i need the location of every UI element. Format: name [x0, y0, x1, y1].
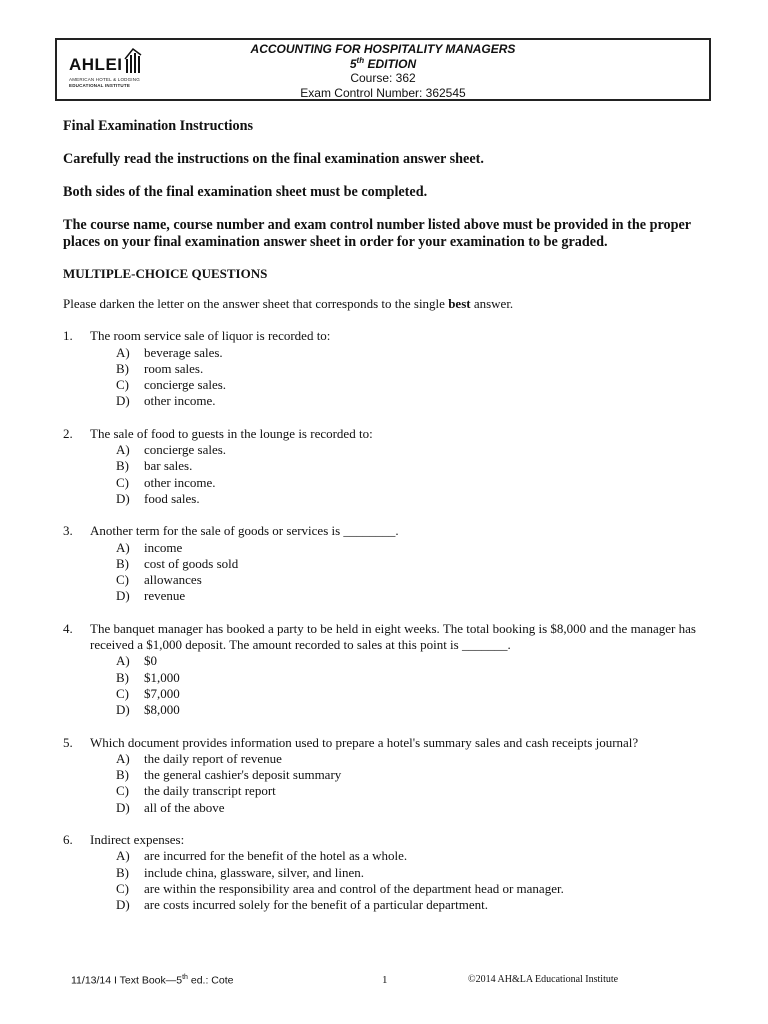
option-letter: D)	[116, 588, 130, 604]
question-number: 2.	[63, 425, 73, 441]
answer-option	[116, 442, 713, 458]
question-6	[63, 832, 713, 913]
question-number: 1.	[63, 328, 73, 344]
question-2	[63, 426, 713, 507]
option-text: $7,000	[144, 685, 180, 701]
answer-option	[116, 393, 713, 409]
question-text: The banquet manager has booked a party to be held in eight weeks. The total booking is $8,000 and the manager has received a $1,000 deposit. The amount recorded to sales at this point is _______.	[90, 620, 696, 653]
answer-option	[116, 800, 713, 816]
option-text: $8,000	[144, 702, 180, 718]
option-text: income	[144, 539, 183, 555]
answer-option	[116, 702, 713, 718]
answer-option	[116, 458, 713, 474]
option-text: include china, glassware, silver, and linen.	[144, 864, 365, 880]
option-text: other income.	[144, 474, 216, 490]
logo-subtitle-bold: EDUCATIONAL INSTITUTE	[69, 83, 131, 88]
answer-option	[116, 670, 713, 686]
answer-option	[116, 865, 713, 881]
copyright: ©2014 AH&LA Educational Institute	[468, 974, 619, 985]
option-text: the daily report of revenue	[144, 750, 282, 766]
question-1	[63, 328, 713, 409]
option-text: cost of goods sold	[144, 555, 239, 571]
question-3	[63, 523, 713, 604]
answer-option	[116, 540, 713, 556]
option-letter: D)	[116, 897, 130, 913]
book-title: ACCOUNTING FOR HOSPITALITY MANAGERS	[250, 42, 516, 56]
answer-option	[116, 653, 713, 669]
question-number: 6.	[63, 832, 73, 848]
question-4	[63, 621, 713, 719]
question-text: Indirect expenses:	[90, 832, 185, 848]
option-text: $1,000	[144, 669, 180, 685]
question-number: 4.	[63, 620, 73, 636]
option-letter: A)	[116, 848, 130, 864]
question-5	[63, 735, 713, 816]
option-letter: B)	[116, 767, 129, 783]
instructions-heading: Final Examination Instructions	[63, 118, 253, 134]
answer-option	[116, 588, 713, 604]
exam-control-number: Exam Control Number: 362545	[300, 85, 466, 100]
option-text: $0	[144, 653, 157, 669]
option-text: food sales.	[144, 490, 200, 506]
option-letter: B)	[116, 864, 129, 880]
option-letter: D)	[116, 702, 130, 718]
option-text: the daily transcript report	[144, 783, 276, 799]
option-text: bar sales.	[144, 458, 193, 474]
answer-option	[116, 475, 713, 491]
option-text: other income.	[144, 393, 216, 409]
answer-option	[116, 491, 713, 507]
option-letter: C)	[116, 572, 129, 588]
question-text: The room service sale of liquor is recorded to:	[90, 328, 331, 344]
option-letter: B)	[116, 458, 129, 474]
option-text: allowances	[144, 572, 202, 588]
option-letter: C)	[116, 880, 129, 896]
question-number: 3.	[63, 523, 73, 539]
answer-option	[116, 767, 713, 783]
instruction-line-1: Carefully read the instructions on the final examination answer sheet.	[63, 151, 484, 167]
option-text: all of the above	[144, 799, 225, 815]
option-text: concierge sales.	[144, 442, 227, 458]
section-title: MULTIPLE-CHOICE QUESTIONS	[63, 266, 268, 281]
answer-option	[116, 572, 713, 588]
option-text: concierge sales.	[144, 377, 227, 393]
answer-option	[116, 686, 713, 702]
option-text: revenue	[144, 588, 186, 604]
option-text: are costs incurred solely for the benefit of a particular department.	[144, 897, 488, 913]
option-letter: C)	[116, 783, 129, 799]
question-number: 5.	[63, 734, 73, 750]
option-text: the general cashier's deposit summary	[144, 767, 342, 783]
answer-option	[116, 783, 713, 799]
answer-option	[116, 361, 713, 377]
option-letter: D)	[116, 393, 130, 409]
option-letter: A)	[116, 539, 130, 555]
option-text: beverage sales.	[144, 344, 223, 360]
option-letter: A)	[116, 344, 130, 360]
option-letter: B)	[116, 555, 129, 571]
instruction-line-2: Both sides of the final examination sheet must be completed.	[63, 184, 428, 200]
edition: 5th EDITION	[349, 55, 417, 71]
option-letter: B)	[116, 669, 129, 685]
answer-option	[116, 556, 713, 572]
question-text: Another term for the sale of goods or services is ________.	[90, 523, 399, 539]
answer-option	[116, 897, 713, 913]
course-number: Course: 362	[350, 71, 416, 85]
option-letter: D)	[116, 799, 130, 815]
option-letter: B)	[116, 360, 129, 376]
option-text: are incurred for the benefit of the hotel as a whole.	[144, 848, 408, 864]
answer-option	[116, 848, 713, 864]
logo-text: AHLEI	[69, 55, 123, 74]
page-number: 1	[382, 974, 388, 986]
option-letter: D)	[116, 490, 130, 506]
option-letter: C)	[116, 377, 129, 393]
logo-subtitle: AMERICAN HOTEL & LODGING	[69, 77, 140, 82]
document-header	[55, 38, 711, 101]
option-letter: A)	[116, 653, 130, 669]
instruction-line-3: The course name, course number and exam control number listed above must be provided in the proper places on your final examination answer sheet in order for your examination to be graded.	[63, 217, 691, 250]
section-instruction: Please darken the letter on the answer sheet that corresponds to the single best answer.	[63, 296, 514, 311]
option-text: room sales.	[144, 360, 204, 376]
option-letter: A)	[116, 750, 130, 766]
page-footer	[0, 974, 768, 990]
answer-option	[116, 751, 713, 767]
answer-option	[116, 345, 713, 361]
question-text: Which document provides information used to prepare a hotel's summary sales and cash receipts journal?	[90, 734, 639, 750]
footer-left: 11/13/14 I Text Book—5th ed.: Cote	[71, 974, 234, 987]
option-text: are within the responsibility area and control of the department head or manager.	[144, 880, 564, 896]
question-list	[63, 328, 713, 913]
answer-option	[116, 377, 713, 393]
question-text: The sale of food to guests in the lounge is recorded to:	[90, 425, 373, 441]
option-letter: C)	[116, 474, 129, 490]
answer-option	[116, 881, 713, 897]
option-letter: C)	[116, 685, 129, 701]
option-letter: A)	[116, 442, 130, 458]
